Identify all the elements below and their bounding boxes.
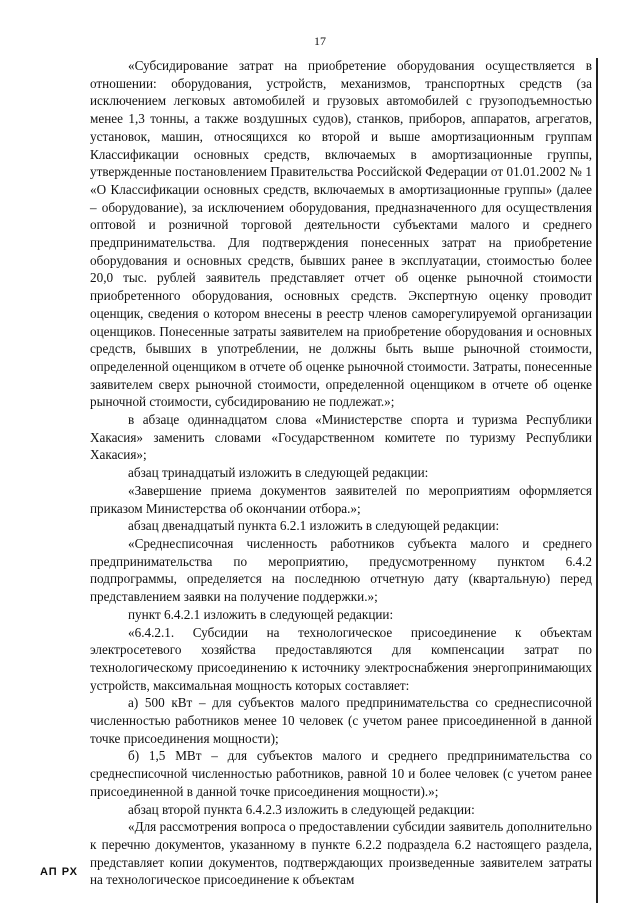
- paragraph: в абзаце одиннадцатом слова «Министерстве спорта и туризма Республики Хакасия» заменить словами «Государственном комитете по туризму Республики Хакасия»;: [90, 412, 592, 463]
- paragraph: б) 1,5 МВт – для субъектов малого и среднего предпринимательства со среднесписочной численностью работников, равной 10 и более человек (с учетом ранее присоединенной в данной точке присоединения мощности).»;: [90, 748, 592, 799]
- paragraph: абзац тринадцатый изложить в следующей редакции:: [128, 465, 429, 481]
- scan-edge-line: [596, 58, 598, 903]
- paragraph: а) 500 кВт – для субъектов малого предпринимательства со среднесписочной численностью работников менее 10 человек (с учетом ранее присоединенной в данной точке присоединения мощности);: [90, 695, 592, 746]
- paragraph: «Среднесписочная численность работников субъекта малого и среднего предпринимательства по мероприятию, предусмотренному пунктом 6.4.2 подпрограммы, определяется на последнюю отчетную дату (квартальную) перед представлением заявки на получение поддержки.»;: [90, 535, 592, 605]
- document-body: [90, 57, 592, 889]
- paragraph: «Завершение приема документов заявителей по мероприятиям оформляется приказом Министерства об окончании отбора.»;: [90, 482, 592, 516]
- paragraph: «6.4.2.1. Субсидии на технологическое присоединение к объектам электросетевого хозяйства предоставляются для компенсации затрат по технологическому присоединению к источнику электроснабжения энергопринимающих устройств, максимальная мощность которых составляет:: [90, 624, 592, 693]
- footer-mark: АП РХ: [40, 866, 79, 878]
- paragraph: абзац второй пункта 6.4.2.3 изложить в следующей редакции:: [128, 801, 475, 817]
- paragraph: пункт 6.4.2.1 изложить в следующей редакции:: [128, 606, 394, 622]
- paragraph: «Для рассмотрения вопроса о предоставлении субсидии заявитель дополнительно к перечню документов, указанному в пункте 6.2.2 подраздела 6.2 настоящего раздела, представляет копии документов, подтверждающих произведенные заявителем затраты на технологическое присоединение к объектам: [90, 819, 592, 888]
- page-number: 17: [314, 34, 326, 48]
- paragraph: абзац двенадцатый пункта 6.2.1 изложить в следующей редакции:: [128, 518, 500, 534]
- paragraph: «Субсидирование затрат на приобретение оборудования осуществляется в отношении: оборудования, устройств, механизмов, транспортных средств (за исключением легковых автомобилей и грузовых автомобилей с грузоподъемностью менее 1,3 тонны, а также воздушных судов), станков, приборов, аппаратов, агрегатов, установок, машин, относящихся ко второй и выше амортизационным группам Классификации основных средств, включаемых в амортизационные группы, утвержденные постановлением Правительства Российской Федерации от 01.01.2002 № 1 «О Классификации основных средств, включаемых в амортизационные группы» (далее – оборудование), за исключением оборудования, предназначенного для осуществления оптовой и розничной торговой деятельности субъектами малого и среднего предпринимательства. Для подтверждения понесенных затрат на приобретение оборудования и основных средств, бывших ранее в эксплуатации, стоимостью более 20,0 тыс. рублей заявитель представляет отчет об оценке рыночной стоимости приобретенного оборудования, основных средств. Экспертную оценку проводит оценщик, сведения о котором внесены в реестр членов саморегулируемой организации оценщиков. Понесенные затраты заявителем на приобретение оборудования и основных средств, бывших в употреблении, не должны быть выше рыночной стоимости, определенной оценщиком в отчете об оценке рыночной стоимости. Затраты, понесенные заявителем сверх рыночной стоимости, определенной оценщиком в отчете об оценке рыночной стоимости, субсидированию не подлежат.»;: [90, 58, 592, 410]
